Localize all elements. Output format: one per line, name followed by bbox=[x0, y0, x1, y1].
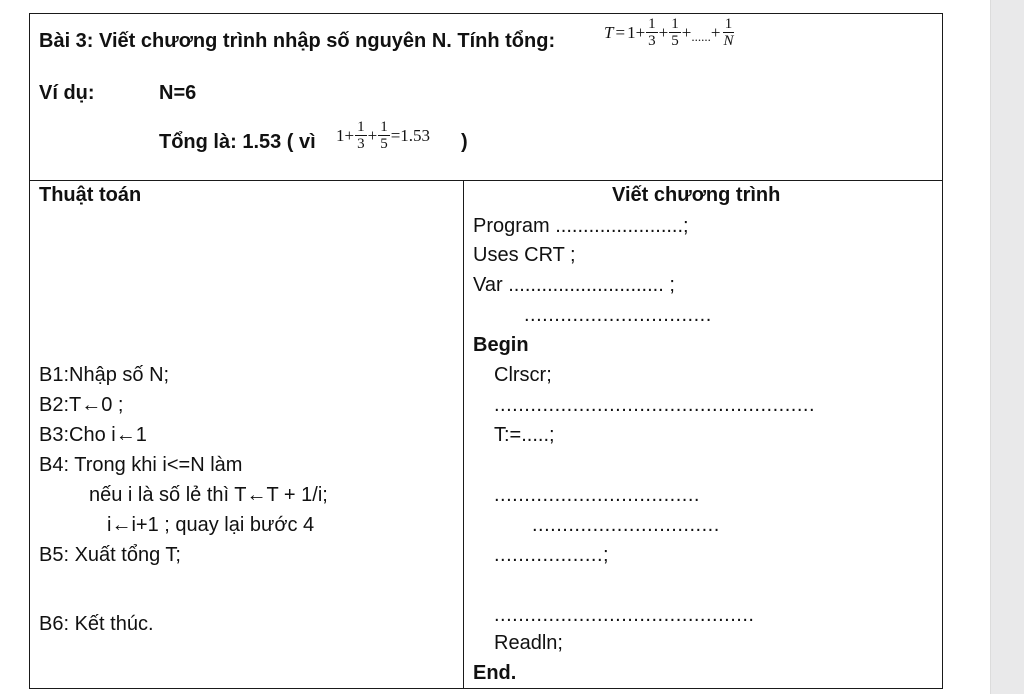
step-b5: B5: Xuất tổng T; bbox=[39, 544, 181, 566]
algorithm-header: Thuật toán bbox=[39, 184, 142, 206]
program-header: Viết chương trình bbox=[612, 184, 781, 206]
header-divider bbox=[30, 180, 942, 181]
code-var-blank: ............................... bbox=[524, 304, 712, 326]
example-input: N=6 bbox=[159, 82, 197, 104]
code-uses-line: Uses CRT ; bbox=[473, 244, 576, 266]
code-blank-3: ............................... bbox=[532, 514, 720, 536]
step-b1: B1:Nhập số N; bbox=[39, 364, 170, 386]
code-var-line: Var ............................ ; bbox=[473, 274, 675, 296]
code-clrscr: Clrscr; bbox=[494, 364, 552, 386]
result-text: Tổng là: 1.53 ( vì bbox=[159, 131, 316, 153]
exercise-table bbox=[29, 13, 943, 689]
code-blank-5: ........................................... bbox=[494, 604, 755, 626]
result-close-paren: ) bbox=[461, 131, 468, 153]
step-b4-condition: nếu i là số lẻ thì T←T + 1/i; bbox=[89, 484, 328, 506]
step-b4-increment: i←i+1 ; quay lại bước 4 bbox=[107, 514, 315, 536]
column-divider bbox=[463, 180, 464, 688]
example-label: Ví dụ: bbox=[39, 82, 95, 104]
code-blank-4: ..................; bbox=[494, 544, 610, 566]
code-blank-2: .................................. bbox=[494, 484, 700, 506]
result-formula: 1 + $\frac{1}{3}$ + $\frac{1}{5}$ =1.53 bbox=[336, 119, 431, 152]
code-blank-1: ..................................................... bbox=[494, 394, 816, 416]
step-b6: B6: Kết thúc. bbox=[39, 613, 154, 635]
step-b4: B4: Trong khi i<=N làm bbox=[39, 454, 243, 476]
code-readln: Readln; bbox=[494, 632, 563, 654]
step-b3: B3:Cho i←1 bbox=[39, 424, 147, 446]
scrollbar-track[interactable] bbox=[990, 0, 1024, 694]
problem-title: Bài 3: Viết chương trình nhập số nguyên N. Tính tổng: bbox=[39, 30, 556, 52]
sum-formula: T = 1 + $\frac{1}{3}$ + $\frac{1}{5}$ + ...... + $\frac{1}{N}$ bbox=[604, 16, 734, 49]
code-end: End. bbox=[473, 662, 517, 684]
step-b2: B2:T←0 ; bbox=[39, 394, 124, 416]
code-program-line: Program .......................; bbox=[473, 215, 689, 237]
code-begin: Begin bbox=[473, 334, 529, 356]
code-t-assign: T:=.....; bbox=[494, 424, 555, 446]
